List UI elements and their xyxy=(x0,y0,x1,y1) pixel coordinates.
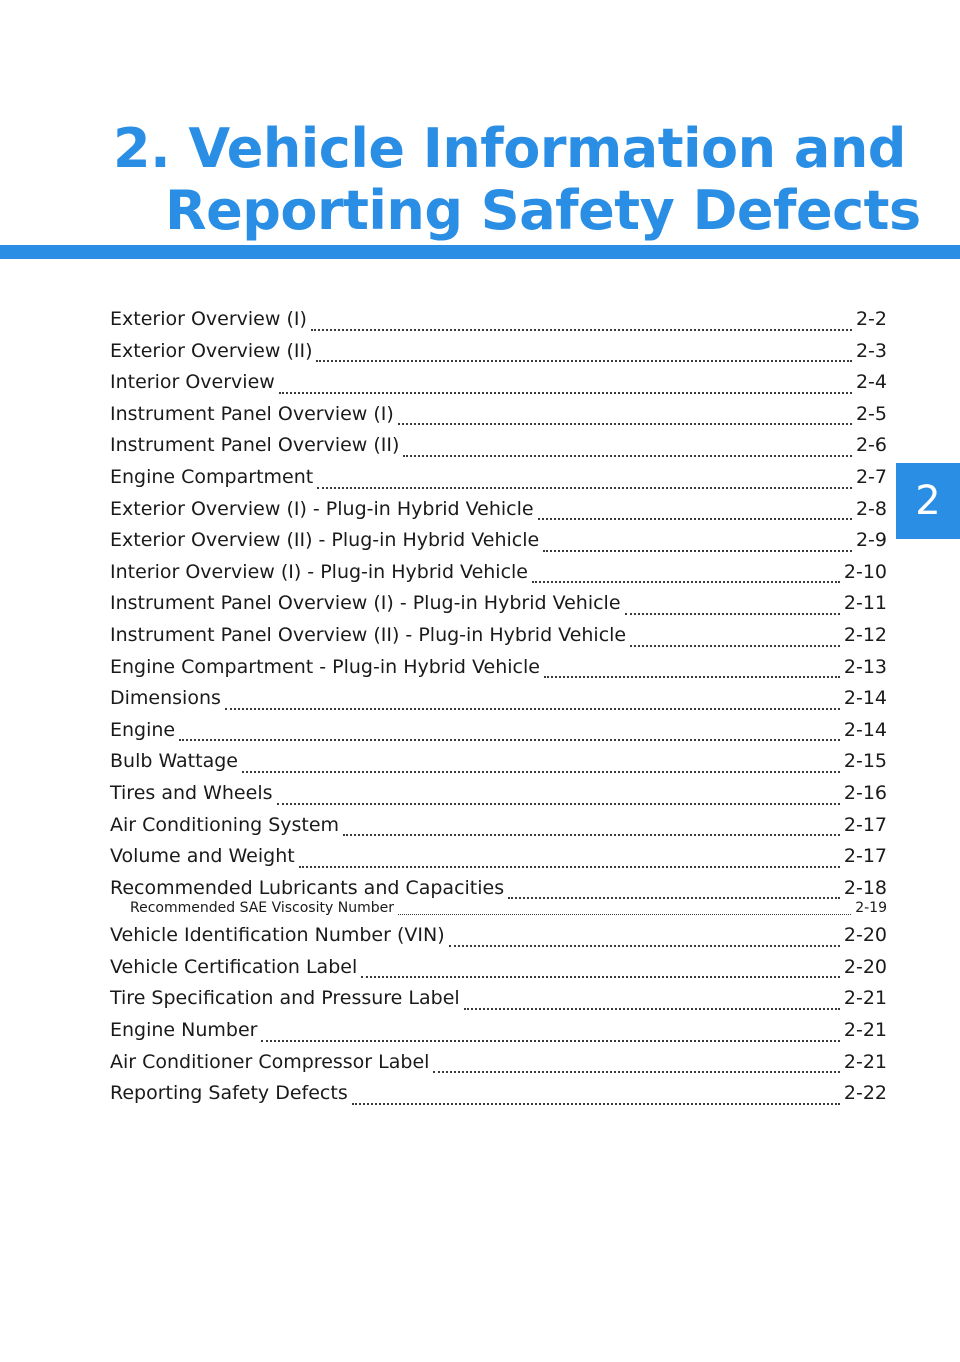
toc-entry-title: Volume and Weight xyxy=(110,845,295,868)
dot-leader xyxy=(538,518,852,520)
toc-entry[interactable] xyxy=(110,687,887,719)
toc-entry-title: Recommended Lubricants and Capacities xyxy=(110,876,505,899)
dot-leader xyxy=(625,613,840,615)
chapter-title-line2: Reporting Safety Defects xyxy=(165,179,921,242)
toc-entry[interactable] xyxy=(110,1051,887,1083)
toc-entry-page: 2-16 xyxy=(843,781,887,804)
dot-leader xyxy=(317,487,852,489)
toc-entry[interactable] xyxy=(110,1019,887,1051)
toc-entry-page: 2-15 xyxy=(843,750,887,773)
dot-leader xyxy=(242,771,840,773)
toc-entry-page: 2-20 xyxy=(843,955,887,978)
dot-leader xyxy=(279,392,852,394)
dot-leader xyxy=(532,581,840,583)
toc-entry-page: 2-4 xyxy=(855,371,887,394)
toc-entry[interactable] xyxy=(110,624,887,656)
toc-entry-title: Bulb Wattage xyxy=(110,750,238,773)
dot-leader xyxy=(352,1103,840,1105)
toc-entry-page: 2-19 xyxy=(855,900,887,917)
toc-subentry[interactable] xyxy=(110,900,887,922)
chapter-tab[interactable] xyxy=(896,463,960,539)
dot-leader xyxy=(508,897,840,899)
toc-entry-page: 2-22 xyxy=(843,1082,887,1105)
dot-leader xyxy=(316,360,851,362)
toc-entry[interactable] xyxy=(110,987,887,1019)
toc-entry[interactable] xyxy=(110,845,887,877)
dot-leader xyxy=(261,1040,839,1042)
toc-entry-page: 2-11 xyxy=(843,592,887,615)
toc-entry[interactable] xyxy=(110,656,887,688)
toc-entry-title: Exterior Overview (I) - Plug-in Hybrid Vehicle xyxy=(110,497,534,520)
toc-entry[interactable] xyxy=(110,403,887,435)
dot-leader xyxy=(398,914,851,915)
toc-entry-page: 2-17 xyxy=(843,813,887,836)
toc-entry-page: 2-14 xyxy=(843,718,887,741)
toc-entry[interactable] xyxy=(110,956,887,988)
toc-entry-title: Engine Compartment - Plug-in Hybrid Vehicle xyxy=(110,655,540,678)
toc-entry[interactable] xyxy=(110,592,887,624)
toc-entry-title: Air Conditioner Compressor Label xyxy=(110,1050,430,1073)
dot-leader xyxy=(343,834,840,836)
toc-entry[interactable] xyxy=(110,561,887,593)
toc-entry-page: 2-17 xyxy=(843,845,887,868)
toc-entry[interactable] xyxy=(110,1082,887,1114)
toc-entry-title: Exterior Overview (II) - Plug-in Hybrid Vehicle xyxy=(110,529,540,552)
toc-entry-title: Interior Overview (I) - Plug-in Hybrid Vehicle xyxy=(110,560,528,583)
table-of-contents xyxy=(110,308,887,1114)
toc-entry-title: Instrument Panel Overview (II) - Plug-in Hybrid Vehicle xyxy=(110,623,627,646)
toc-entry[interactable] xyxy=(110,498,887,530)
toc-entry-page: 2-5 xyxy=(855,402,887,425)
toc-entry-title: Tire Specification and Pressure Label xyxy=(110,987,460,1010)
toc-entry-page: 2-7 xyxy=(855,465,887,488)
toc-entry-title: Exterior Overview (II) xyxy=(110,339,313,362)
chapter-title-line1: 2. Vehicle Information and xyxy=(113,117,906,180)
toc-entry-page: 2-10 xyxy=(843,560,887,583)
toc-entry[interactable] xyxy=(110,529,887,561)
dot-leader xyxy=(179,739,840,741)
toc-entry-page: 2-13 xyxy=(843,655,887,678)
toc-entry-title: Engine Compartment xyxy=(110,465,314,488)
toc-entry-page: 2-21 xyxy=(843,1019,887,1042)
toc-entry[interactable] xyxy=(110,434,887,466)
toc-entry[interactable] xyxy=(110,719,887,751)
toc-entry-title: Reporting Safety Defects xyxy=(110,1082,348,1105)
toc-entry[interactable] xyxy=(110,782,887,814)
dot-leader xyxy=(464,1008,840,1010)
toc-entry-title: Recommended SAE Viscosity Number xyxy=(130,900,394,917)
dot-leader xyxy=(449,945,840,947)
dot-leader xyxy=(543,550,852,552)
toc-entry-page: 2-9 xyxy=(855,529,887,552)
toc-entry[interactable] xyxy=(110,814,887,846)
dot-leader xyxy=(299,866,840,868)
dot-leader xyxy=(433,1071,839,1073)
toc-entry-title: Tires and Wheels xyxy=(110,781,273,804)
dot-leader xyxy=(311,329,852,331)
dot-leader xyxy=(398,423,852,425)
toc-entry-title: Instrument Panel Overview (I) - Plug-in Hybrid Vehicle xyxy=(110,592,621,615)
toc-entry-title: Air Conditioning System xyxy=(110,813,340,836)
chapter-tab-number: 2 xyxy=(915,478,941,524)
toc-entry-page: 2-2 xyxy=(855,308,887,330)
dot-leader xyxy=(544,676,840,678)
toc-entry-title: Instrument Panel Overview (I) xyxy=(110,402,394,425)
toc-entry-page: 2-21 xyxy=(843,987,887,1010)
dot-leader xyxy=(225,708,840,710)
toc-entry-title: Engine Number xyxy=(110,1019,258,1042)
chapter-title xyxy=(113,118,921,242)
toc-entry-page: 2-18 xyxy=(843,876,887,899)
toc-entry-title: Vehicle Identification Number (VIN) xyxy=(110,924,445,947)
toc-entry-page: 2-12 xyxy=(843,623,887,646)
dot-leader xyxy=(403,455,852,457)
title-divider xyxy=(0,245,960,259)
toc-entry-title: Engine xyxy=(110,718,176,741)
toc-entry[interactable] xyxy=(110,750,887,782)
dot-leader xyxy=(277,803,840,805)
toc-entry[interactable] xyxy=(110,340,887,372)
toc-entry-page: 2-6 xyxy=(855,434,887,457)
toc-entry-page: 2-21 xyxy=(843,1050,887,1073)
toc-entry-title: Dimensions xyxy=(110,687,221,710)
dot-leader xyxy=(361,976,840,978)
toc-entry-page: 2-3 xyxy=(855,339,887,362)
toc-entry[interactable] xyxy=(110,924,887,956)
toc-entry-title: Exterior Overview (I) xyxy=(110,308,307,330)
toc-entry-page: 2-20 xyxy=(843,924,887,947)
dot-leader xyxy=(630,645,840,647)
toc-entry-title: Interior Overview xyxy=(110,371,275,394)
toc-entry-title: Instrument Panel Overview (II) xyxy=(110,434,400,457)
toc-entry[interactable] xyxy=(110,466,887,498)
toc-entry-title: Vehicle Certification Label xyxy=(110,955,358,978)
toc-entry[interactable] xyxy=(110,308,887,340)
toc-entry-page: 2-14 xyxy=(843,687,887,710)
toc-entry[interactable] xyxy=(110,371,887,403)
toc-entry-page: 2-8 xyxy=(855,497,887,520)
